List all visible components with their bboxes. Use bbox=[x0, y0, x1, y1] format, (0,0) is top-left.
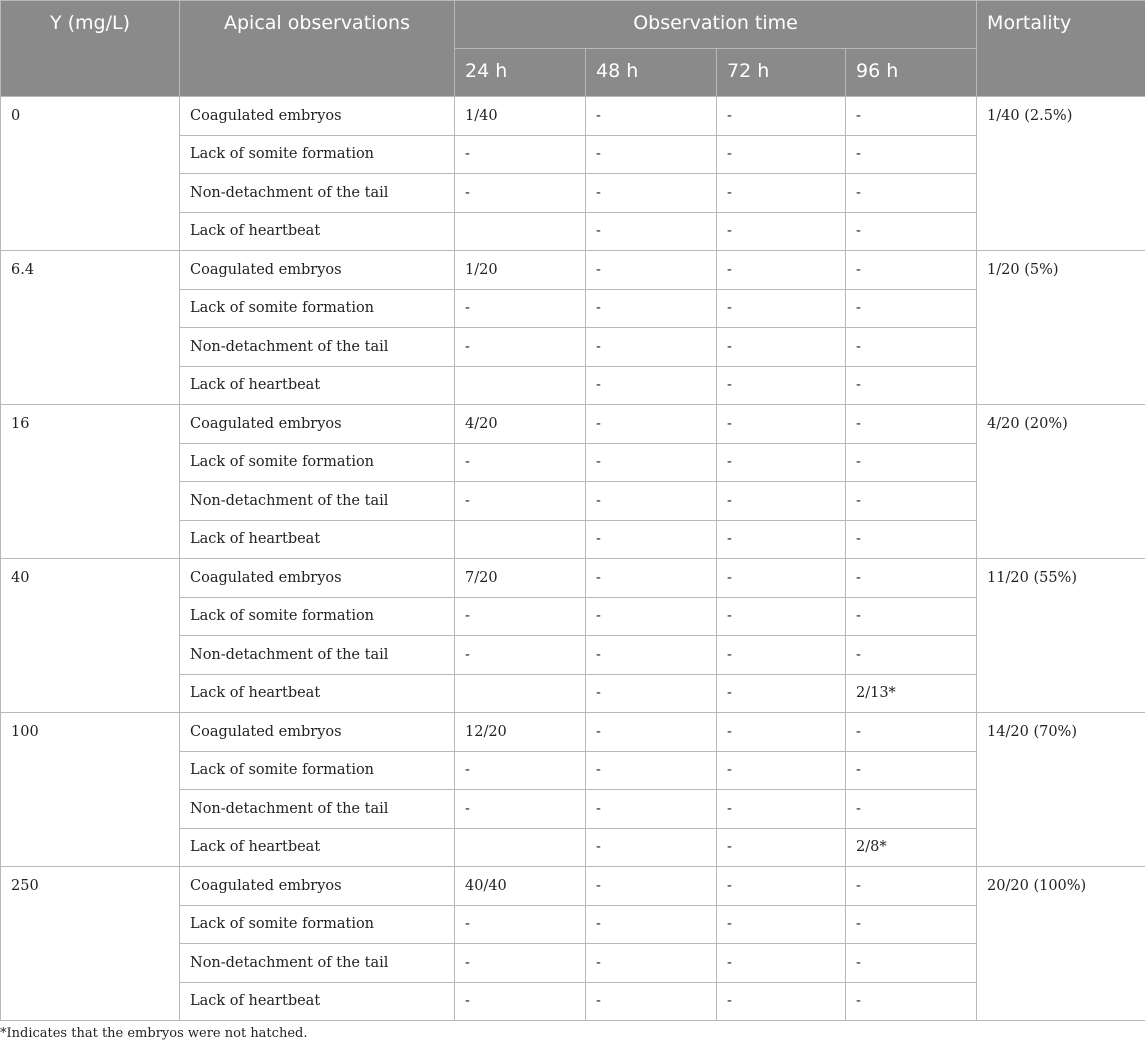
concentration-cell: 6.4 bbox=[1, 251, 180, 405]
time-cell-t96: - bbox=[846, 520, 977, 559]
time-cell-t72: - bbox=[717, 674, 846, 713]
time-cell-t96: 2/13* bbox=[846, 674, 977, 713]
time-cell-t96: - bbox=[846, 289, 977, 328]
time-cell-t96: - bbox=[846, 251, 977, 290]
time-cell-t48: - bbox=[586, 636, 717, 675]
observation-cell: Non-detachment of the tail bbox=[180, 790, 455, 829]
observation-cell: Non-detachment of the tail bbox=[180, 174, 455, 213]
header-observation-time: Observation time bbox=[455, 1, 977, 49]
time-cell-t24: - bbox=[455, 982, 586, 1021]
time-cell-t48: - bbox=[586, 982, 717, 1021]
time-cell-t72: - bbox=[717, 135, 846, 174]
observation-cell: Non-detachment of the tail bbox=[180, 482, 455, 521]
observation-cell: Coagulated embryos bbox=[180, 405, 455, 444]
time-cell-t96: - bbox=[846, 636, 977, 675]
time-cell-t48: - bbox=[586, 867, 717, 906]
mortality-cell: 1/20 (5%) bbox=[977, 251, 1145, 405]
concentration-cell: 40 bbox=[1, 559, 180, 713]
time-cell-t24: 4/20 bbox=[455, 405, 586, 444]
time-cell-t24: - bbox=[455, 944, 586, 983]
header-time-72h: 72 h bbox=[717, 49, 846, 97]
time-cell-t72: - bbox=[717, 443, 846, 482]
time-cell-t72: - bbox=[717, 790, 846, 829]
concentration-cell: 250 bbox=[1, 867, 180, 1021]
time-cell-t72: - bbox=[717, 212, 846, 251]
mortality-cell: 14/20 (70%) bbox=[977, 713, 1145, 867]
observation-cell: Coagulated embryos bbox=[180, 251, 455, 290]
time-cell-t48: - bbox=[586, 482, 717, 521]
time-cell-t48: - bbox=[586, 559, 717, 598]
observation-cell: Coagulated embryos bbox=[180, 713, 455, 752]
table-row bbox=[1, 405, 1145, 444]
time-cell-t72: - bbox=[717, 251, 846, 290]
time-cell-t48: - bbox=[586, 289, 717, 328]
time-cell-t72: - bbox=[717, 828, 846, 867]
observation-cell: Non-detachment of the tail bbox=[180, 944, 455, 983]
footnote: *Indicates that the embryos were not hatched. bbox=[0, 1026, 308, 1041]
time-cell-t48: - bbox=[586, 520, 717, 559]
time-cell-t48: - bbox=[586, 790, 717, 829]
time-cell-t96: - bbox=[846, 366, 977, 405]
table-header bbox=[1, 1, 1145, 97]
time-cell-t96: - bbox=[846, 790, 977, 829]
observation-cell: Coagulated embryos bbox=[180, 97, 455, 136]
time-cell-t96: - bbox=[846, 482, 977, 521]
time-cell-t24: 40/40 bbox=[455, 867, 586, 906]
time-cell-t96: - bbox=[846, 135, 977, 174]
header-concentration: Y (mg/L) bbox=[1, 1, 180, 97]
header-mortality: Mortality bbox=[977, 1, 1145, 97]
time-cell-t24: - bbox=[455, 328, 586, 367]
time-cell-t48: - bbox=[586, 135, 717, 174]
time-cell-t72: - bbox=[717, 174, 846, 213]
observation-cell: Lack of heartbeat bbox=[180, 674, 455, 713]
time-cell-t24 bbox=[455, 674, 586, 713]
time-cell-t96: - bbox=[846, 867, 977, 906]
time-cell-t72: - bbox=[717, 97, 846, 136]
time-cell-t48: - bbox=[586, 751, 717, 790]
table-body bbox=[1, 97, 1145, 1021]
time-cell-t72: - bbox=[717, 982, 846, 1021]
time-cell-t96: - bbox=[846, 597, 977, 636]
time-cell-t24: - bbox=[455, 443, 586, 482]
time-cell-t24: - bbox=[455, 790, 586, 829]
mortality-cell: 4/20 (20%) bbox=[977, 405, 1145, 559]
concentration-cell: 0 bbox=[1, 97, 180, 251]
mortality-cell: 11/20 (55%) bbox=[977, 559, 1145, 713]
observation-cell: Lack of somite formation bbox=[180, 905, 455, 944]
time-cell-t72: - bbox=[717, 597, 846, 636]
time-cell-t96: - bbox=[846, 713, 977, 752]
time-cell-t96: - bbox=[846, 212, 977, 251]
time-cell-t96: - bbox=[846, 443, 977, 482]
time-cell-t24 bbox=[455, 212, 586, 251]
table-row bbox=[1, 559, 1145, 598]
table-row bbox=[1, 251, 1145, 290]
time-cell-t24: - bbox=[455, 174, 586, 213]
time-cell-t24: - bbox=[455, 905, 586, 944]
time-cell-t48: - bbox=[586, 174, 717, 213]
time-cell-t24: - bbox=[455, 135, 586, 174]
time-cell-t72: - bbox=[717, 405, 846, 444]
time-cell-t72: - bbox=[717, 713, 846, 752]
time-cell-t48: - bbox=[586, 443, 717, 482]
time-cell-t48: - bbox=[586, 97, 717, 136]
header-time-96h: 96 h bbox=[846, 49, 977, 97]
concentration-cell: 100 bbox=[1, 713, 180, 867]
time-cell-t24: 1/20 bbox=[455, 251, 586, 290]
time-cell-t96: - bbox=[846, 944, 977, 983]
time-cell-t96: - bbox=[846, 328, 977, 367]
time-cell-t72: - bbox=[717, 559, 846, 598]
time-cell-t48: - bbox=[586, 828, 717, 867]
observation-cell: Lack of somite formation bbox=[180, 289, 455, 328]
time-cell-t96: - bbox=[846, 405, 977, 444]
time-cell-t48: - bbox=[586, 713, 717, 752]
time-cell-t48: - bbox=[586, 212, 717, 251]
time-cell-t72: - bbox=[717, 867, 846, 906]
observation-cell: Lack of heartbeat bbox=[180, 520, 455, 559]
time-cell-t96: - bbox=[846, 751, 977, 790]
time-cell-t24: - bbox=[455, 482, 586, 521]
time-cell-t72: - bbox=[717, 482, 846, 521]
time-cell-t48: - bbox=[586, 366, 717, 405]
time-cell-t48: - bbox=[586, 944, 717, 983]
time-cell-t72: - bbox=[717, 366, 846, 405]
header-time-48h: 48 h bbox=[586, 49, 717, 97]
observation-cell: Coagulated embryos bbox=[180, 867, 455, 906]
time-cell-t96: - bbox=[846, 174, 977, 213]
time-cell-t72: - bbox=[717, 905, 846, 944]
table-row bbox=[1, 97, 1145, 136]
time-cell-t72: - bbox=[717, 944, 846, 983]
header-apical-observations: Apical observations bbox=[180, 1, 455, 97]
header-time-24h: 24 h bbox=[455, 49, 586, 97]
mortality-cell: 20/20 (100%) bbox=[977, 867, 1145, 1021]
time-cell-t96: - bbox=[846, 982, 977, 1021]
time-cell-t24 bbox=[455, 828, 586, 867]
observation-cell: Lack of somite formation bbox=[180, 751, 455, 790]
time-cell-t96: - bbox=[846, 97, 977, 136]
time-cell-t48: - bbox=[586, 251, 717, 290]
observation-cell: Lack of heartbeat bbox=[180, 828, 455, 867]
time-cell-t24 bbox=[455, 520, 586, 559]
observation-cell: Coagulated embryos bbox=[180, 559, 455, 598]
time-cell-t72: - bbox=[717, 636, 846, 675]
time-cell-t24: 12/20 bbox=[455, 713, 586, 752]
observation-cell: Lack of somite formation bbox=[180, 135, 455, 174]
time-cell-t48: - bbox=[586, 674, 717, 713]
observation-cell: Non-detachment of the tail bbox=[180, 328, 455, 367]
time-cell-t48: - bbox=[586, 328, 717, 367]
time-cell-t24 bbox=[455, 366, 586, 405]
observation-cell: Lack of somite formation bbox=[180, 443, 455, 482]
time-cell-t96: - bbox=[846, 905, 977, 944]
observation-cell: Lack of heartbeat bbox=[180, 366, 455, 405]
time-cell-t48: - bbox=[586, 905, 717, 944]
time-cell-t24: 1/40 bbox=[455, 97, 586, 136]
time-cell-t72: - bbox=[717, 520, 846, 559]
table-row bbox=[1, 867, 1145, 906]
time-cell-t24: - bbox=[455, 636, 586, 675]
mortality-cell: 1/40 (2.5%) bbox=[977, 97, 1145, 251]
time-cell-t96: 2/8* bbox=[846, 828, 977, 867]
concentration-cell: 16 bbox=[1, 405, 180, 559]
time-cell-t24: - bbox=[455, 289, 586, 328]
time-cell-t24: - bbox=[455, 751, 586, 790]
time-cell-t48: - bbox=[586, 405, 717, 444]
time-cell-t24: - bbox=[455, 597, 586, 636]
time-cell-t72: - bbox=[717, 328, 846, 367]
time-cell-t48: - bbox=[586, 597, 717, 636]
time-cell-t24: 7/20 bbox=[455, 559, 586, 598]
observation-cell: Lack of heartbeat bbox=[180, 212, 455, 251]
time-cell-t72: - bbox=[717, 751, 846, 790]
time-cell-t72: - bbox=[717, 289, 846, 328]
observation-cell: Non-detachment of the tail bbox=[180, 636, 455, 675]
time-cell-t96: - bbox=[846, 559, 977, 598]
observation-cell: Lack of heartbeat bbox=[180, 982, 455, 1021]
table-row bbox=[1, 713, 1145, 752]
observation-cell: Lack of somite formation bbox=[180, 597, 455, 636]
